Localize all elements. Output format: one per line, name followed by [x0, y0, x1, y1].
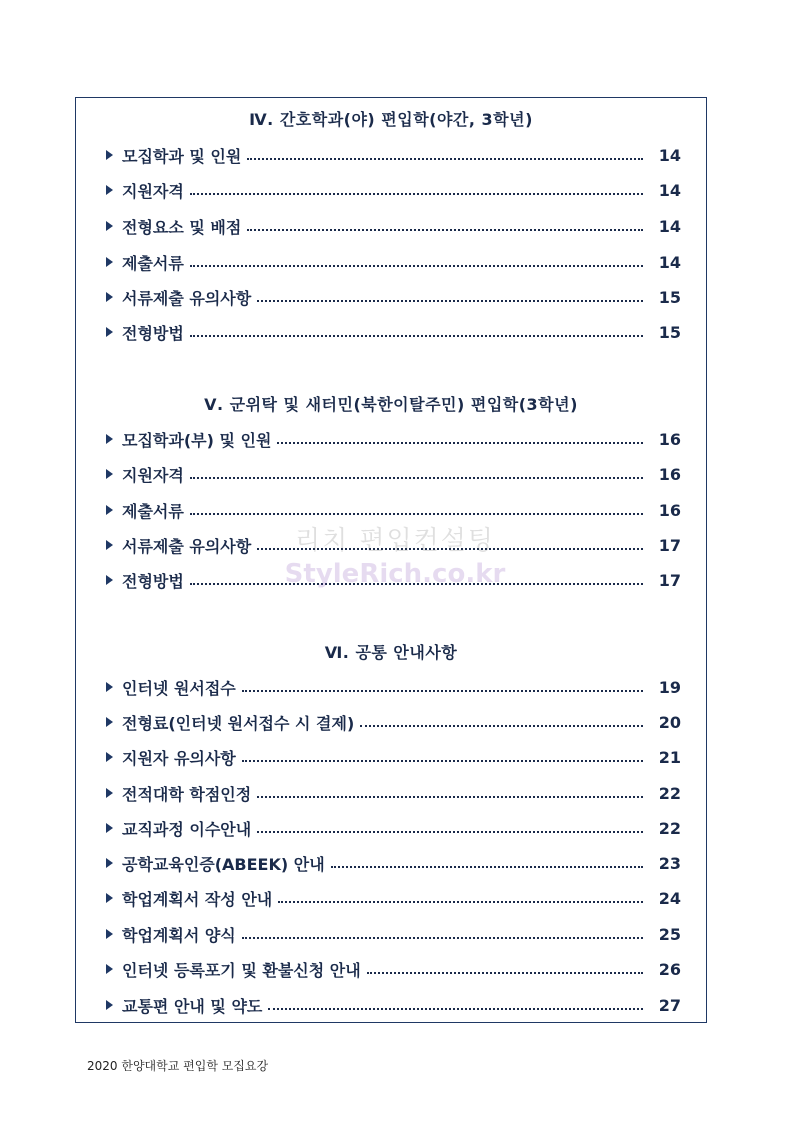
- toc-entry-page: 26: [658, 959, 681, 979]
- dot-leader: [257, 300, 643, 302]
- triangle-bullet-icon: [106, 858, 113, 868]
- toc-entry-label: 교통편 안내 및 약도: [122, 996, 263, 1016]
- toc-entry-label: 전형방법: [122, 323, 184, 343]
- watermark-line2: StyleRich.co.kr: [284, 559, 506, 589]
- dot-leader: [190, 583, 643, 585]
- dot-leader: [247, 229, 643, 231]
- toc-entry-label: 제출서류: [122, 501, 184, 521]
- toc-entry-label: 서류제출 유의사항: [122, 288, 252, 308]
- toc-entry[interactable]: [106, 463, 681, 485]
- dot-leader: [367, 972, 643, 974]
- toc-entry-page: 22: [658, 783, 681, 803]
- toc-entry-page: 16: [658, 429, 681, 449]
- triangle-bullet-icon: [106, 292, 113, 302]
- toc-entry[interactable]: [106, 534, 681, 556]
- triangle-bullet-icon: [106, 540, 113, 550]
- section-title-6: Ⅵ. 공통 안내사항: [324, 643, 458, 662]
- dot-leader: [257, 796, 643, 798]
- toc-entry[interactable]: [106, 144, 681, 166]
- triangle-bullet-icon: [106, 221, 113, 231]
- dot-leader: [268, 1008, 643, 1010]
- toc-entry-label: 모집학과 및 인원: [122, 146, 242, 166]
- dot-leader: [242, 937, 643, 939]
- toc-entry-label: 서류제출 유의사항: [122, 536, 252, 556]
- triangle-bullet-icon: [106, 327, 113, 337]
- toc-entry[interactable]: [106, 923, 681, 945]
- triangle-bullet-icon: [106, 893, 113, 903]
- toc-entry[interactable]: [106, 817, 681, 839]
- toc-entry[interactable]: [106, 428, 681, 450]
- dot-leader: [360, 725, 643, 727]
- triangle-bullet-icon: [106, 964, 113, 974]
- dot-leader: [190, 513, 643, 515]
- toc-entry-label: 인터넷 원서접수: [122, 678, 236, 698]
- toc-entry[interactable]: [106, 958, 681, 980]
- section-title-4: Ⅳ. 간호학과(야) 편입학(야간, 3학년): [249, 110, 533, 129]
- dot-leader: [257, 548, 643, 550]
- toc-entry-page: 14: [658, 252, 681, 272]
- dot-leader: [247, 158, 643, 160]
- toc-entry-page: 20: [658, 712, 681, 732]
- toc-entry[interactable]: [106, 782, 681, 804]
- toc-entry-label: 제출서류: [122, 253, 184, 273]
- dot-leader: [190, 335, 643, 337]
- watermark-line1: 리치 편입컨설팅: [294, 526, 496, 556]
- toc-entry-label: 인터넷 등록포기 및 환불신청 안내: [122, 960, 361, 980]
- toc-entry-page: 15: [658, 287, 681, 307]
- toc-entry-page: 24: [658, 888, 681, 908]
- triangle-bullet-icon: [106, 469, 113, 479]
- toc-entry[interactable]: [106, 499, 681, 521]
- toc-entry-page: 16: [658, 464, 681, 484]
- dot-leader: [257, 831, 643, 833]
- toc-entry-page: 17: [658, 535, 681, 555]
- toc-entry[interactable]: [106, 251, 681, 273]
- page-footer: 2020 한양대학교 편입학 모집요강: [87, 1059, 269, 1073]
- triangle-bullet-icon: [106, 717, 113, 727]
- triangle-bullet-icon: [106, 788, 113, 798]
- toc-entry[interactable]: [106, 286, 681, 308]
- dot-leader: [190, 477, 643, 479]
- toc-entry-page: 21: [658, 747, 681, 767]
- triangle-bullet-icon: [106, 1000, 113, 1010]
- dot-leader: [242, 690, 643, 692]
- triangle-bullet-icon: [106, 575, 113, 585]
- toc-entry[interactable]: [106, 887, 681, 909]
- toc-entry-label: 지원자격: [122, 181, 184, 201]
- toc-entry-label: 전형료(인터넷 원서접수 시 결제): [122, 713, 355, 733]
- table-of-contents: [75, 97, 707, 1023]
- toc-entry[interactable]: [106, 676, 681, 698]
- dot-leader: [190, 265, 643, 267]
- triangle-bullet-icon: [106, 185, 113, 195]
- triangle-bullet-icon: [106, 257, 113, 267]
- toc-entry-label: 지원자격: [122, 465, 184, 485]
- toc-entry-label: 교직과정 이수안내: [122, 819, 252, 839]
- triangle-bullet-icon: [106, 505, 113, 515]
- toc-entry-label: 학업계획서 작성 안내: [122, 889, 273, 909]
- toc-entry-page: 14: [658, 216, 681, 236]
- toc-entry[interactable]: [106, 852, 681, 874]
- dot-leader: [190, 193, 643, 195]
- dot-leader: [277, 442, 643, 444]
- toc-entry-label: 학업계획서 양식: [122, 925, 236, 945]
- toc-entry-label: 지원자 유의사항: [122, 748, 236, 768]
- toc-entry-label: 전형방법: [122, 571, 184, 591]
- toc-entry-page: 23: [658, 853, 681, 873]
- toc-entry[interactable]: [106, 321, 681, 343]
- triangle-bullet-icon: [106, 823, 113, 833]
- toc-entry[interactable]: [106, 215, 681, 237]
- toc-entry[interactable]: [106, 179, 681, 201]
- toc-entry-page: 17: [658, 570, 681, 590]
- toc-entry[interactable]: [106, 711, 681, 733]
- toc-entry-page: 25: [658, 924, 681, 944]
- toc-entry-label: 전적대학 학점인정: [122, 784, 252, 804]
- triangle-bullet-icon: [106, 150, 113, 160]
- toc-entry-page: 27: [658, 995, 681, 1015]
- dot-leader: [278, 901, 643, 903]
- toc-entry-page: 14: [658, 145, 681, 165]
- toc-entry-page: 22: [658, 818, 681, 838]
- section-title-5: Ⅴ. 군위탁 및 새터민(북한이탈주민) 편입학(3학년): [204, 395, 578, 414]
- toc-entry-label: 전형요소 및 배점: [122, 217, 242, 237]
- toc-entry-label: 모집학과(부) 및 인원: [122, 430, 272, 450]
- toc-entry-label: 공학교육인증(ABEEK) 안내: [122, 854, 325, 874]
- toc-entry-page: 16: [658, 500, 681, 520]
- toc-entry[interactable]: [106, 569, 681, 591]
- toc-entry-page: 19: [658, 677, 681, 697]
- triangle-bullet-icon: [106, 929, 113, 939]
- dot-leader: [242, 760, 643, 762]
- toc-entry[interactable]: [106, 746, 681, 768]
- toc-entry[interactable]: [106, 994, 681, 1016]
- dot-leader: [331, 866, 643, 868]
- triangle-bullet-icon: [106, 752, 113, 762]
- triangle-bullet-icon: [106, 434, 113, 444]
- toc-entry-page: 15: [658, 322, 681, 342]
- toc-entry-page: 14: [658, 180, 681, 200]
- triangle-bullet-icon: [106, 682, 113, 692]
